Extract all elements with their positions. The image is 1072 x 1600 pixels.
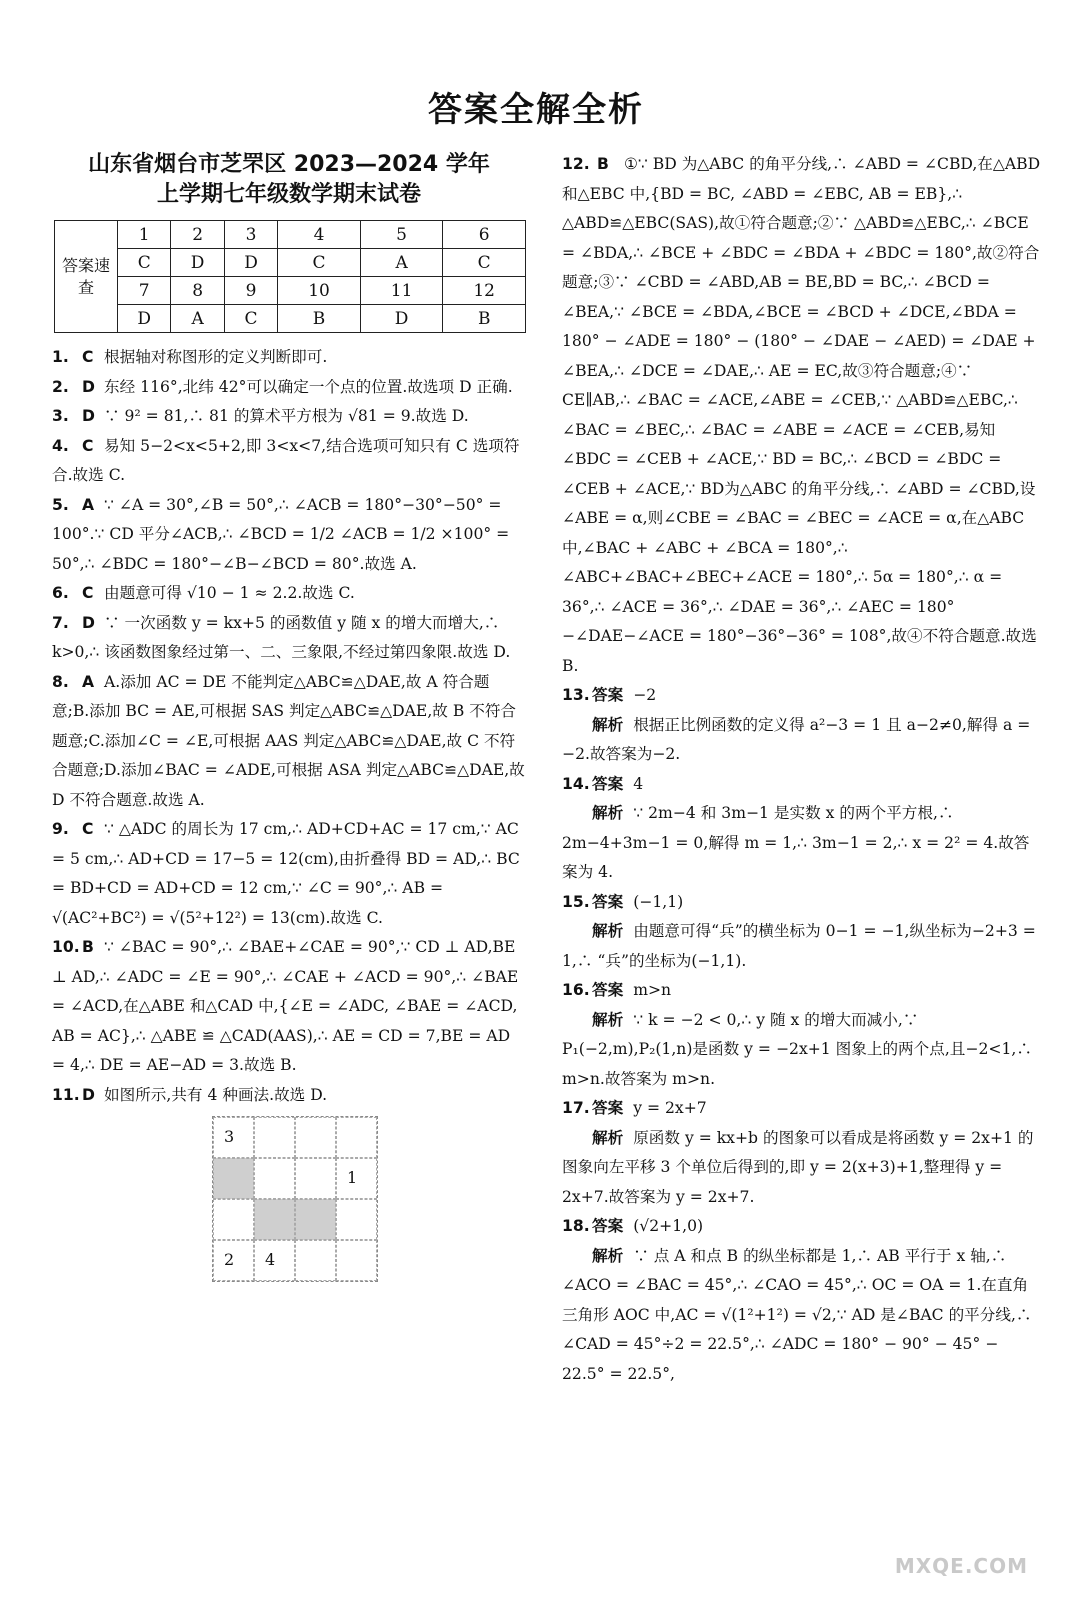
solution-item: [52, 579, 526, 609]
solution-item: [562, 1212, 1042, 1389]
answer-tag: 答案: [592, 981, 624, 999]
item-text: 东经 116°,北纬 42°可以确定一个点的位置.故选项 D 正确.: [104, 377, 513, 396]
analysis-tag: 解析: [592, 1246, 624, 1265]
exam-title-line1: 山东省烟台市芝罘区 2023—2024 学年: [88, 152, 490, 177]
item-key: B: [82, 938, 94, 956]
item-key: D: [82, 407, 95, 425]
table-cell: A: [171, 305, 224, 333]
item-number: 11.: [52, 1085, 80, 1104]
answer-value: 4: [633, 774, 644, 793]
answer-value: (√2+1,0): [633, 1217, 704, 1235]
item-number: 3.: [52, 407, 69, 425]
solution-item: [52, 668, 526, 816]
item-key: C: [82, 820, 94, 838]
table-cell: 1: [118, 221, 171, 249]
table-cell: D: [360, 305, 443, 333]
right-column: [562, 150, 1042, 1389]
page-title: 答案全解全析: [428, 90, 644, 130]
table-cell: 11: [360, 277, 443, 305]
analysis-tag: 解析: [592, 922, 624, 940]
solution-item: [562, 770, 1042, 888]
figure-label-4: 4: [265, 1250, 276, 1269]
analysis-tag: 解析: [592, 1010, 624, 1029]
grid-cell: [336, 1158, 377, 1199]
table-cell: C: [118, 249, 171, 277]
item-key: D: [82, 1085, 95, 1104]
grid-cell: [295, 1117, 336, 1158]
table-cell: 5: [360, 221, 443, 249]
item-text: 根据轴对称图形的定义判断即可.: [104, 348, 328, 366]
solution-item: [562, 681, 1042, 770]
analysis-tag: 解析: [592, 804, 624, 822]
item-text: 由题意可得 √10 − 1 ≈ 2.2.故选 C.: [104, 584, 355, 602]
table-cell: C: [224, 305, 277, 333]
solution-item: [52, 1081, 526, 1111]
item-text: ∵ ∠A = 30°,∠B = 50°,∴ ∠ACB = 180°−30°−50° = 100°.∵ CD 平分∠ACB,∴ ∠BCD = 1/2 ∠ACB = 1/2 ×100° = 50°,∴ ∠BDC = 180°−∠B−∠BCD = 80°.故选 A.: [52, 495, 510, 573]
answer-tag: 答案: [592, 1099, 624, 1117]
solution-item: [52, 933, 526, 1081]
item-number: 1.: [52, 348, 69, 366]
item-key: D: [82, 613, 95, 632]
exam-title-line2: 上学期七年级数学期末试卷: [156, 182, 421, 207]
solution-item: [52, 343, 526, 373]
item-number: 10.: [52, 938, 80, 956]
item-number: 18.: [562, 1217, 590, 1235]
grid-cell: [213, 1117, 254, 1158]
table-cell: D: [224, 249, 277, 277]
item-key: C: [82, 436, 94, 455]
answer-value: y = 2x+7: [633, 1099, 707, 1117]
solution-item: [52, 815, 526, 933]
table-cell: 3: [224, 221, 277, 249]
solution-item-12: [562, 150, 1042, 681]
item-text: ∵ 一次函数 y = kx+5 的函数值 y 随 x 的增大而增大,∴ k>0,∴ 该函数图象经过第一、二、三象限,不经过第四象限.故选 D.: [52, 613, 511, 661]
answer-tag: 答案: [592, 774, 624, 793]
grid-cell: [336, 1199, 377, 1240]
grid-cell: [213, 1240, 254, 1281]
item-text: A.添加 AC = DE 不能判定△ABC≌△DAE,故 A 符合题意;B.添加 BC = AE,可根据 SAS 判定△ABC≌△DAE,故 B 不符合题意;C.添加∠C = ∠E,可根据 AAS 判定△ABC≌△DAE,故 C 不符合题意;D.添加∠BAC = ∠ADE,可根据 ASA 判定△ABC≌△DAE,故 D 不符合题意.故选 A.: [52, 672, 525, 809]
figure-label-2: 2: [224, 1250, 235, 1269]
item-number: 15.: [562, 892, 590, 911]
item-text: ∵ △ADC 的周长为 17 cm,∴ AD+CD+AC = 17 cm,∵ AC = 5 cm,∴ AD+CD = 17−5 = 12(cm),由折叠得 BD = AD,∴ BC = BD+CD = AD+CD = 12 cm,∵ ∠C = 90°,∴ AB = √(AC²+BC²) = √(5²+12²) = 13(cm).故选 C.: [52, 820, 520, 927]
table-cell: D: [171, 249, 224, 277]
figure-label-1: 1: [347, 1168, 358, 1187]
item-number: 16.: [562, 981, 590, 999]
grid-cell-shaded: [295, 1199, 336, 1240]
analysis-text: 根据正比例函数的定义得 a²−3 = 1 且 a−2≠0,解得 a = −2.故答案为−2.: [562, 715, 1031, 763]
grid-cell: [254, 1240, 295, 1281]
item-key: A: [82, 672, 95, 691]
solution-item: [562, 976, 1042, 1094]
item-key: C: [82, 584, 94, 602]
table-cell: B: [278, 305, 361, 333]
table-cell: 6: [443, 221, 526, 249]
analysis-text: ∵ 点 A 和点 B 的纵坐标都是 1,∴ AB 平行于 x 轴,∴ ∠ACO = ∠BAC = 45°,∴ ∠CAO = 45°,∴ OC = OA = 1.在直角三角形 AOC 中,AC = √(1²+1²) = √2,∵ AD 是∠BAC 的平分线,∴ ∠CAD = 45°÷2 = 22.5°,∴ ∠ADC = 180° − 90° − 45° − 22.5° = 22.5°,: [562, 1246, 1032, 1383]
table-cell: 8: [171, 277, 224, 305]
item-number: 8.: [52, 672, 69, 691]
table-cell: C: [278, 249, 361, 277]
item-text: ∵ ∠BAC = 90°,∴ ∠BAE+∠CAE = 90°,∵ CD ⊥ AD,BE ⊥ AD,∴ ∠ADC = ∠E = 90°,∴ ∠CAE + ∠ACD = 90°,∴ ∠BAE = ∠ACD,在△ABE 和△CAD 中,{∠E = ∠ADC, ∠BAE = ∠ACD, AB = AC},∴ △ABE ≌ △CAD(AAS),∴ AE = CD = 7,BE = AD = 4,∴ DE = AE−AD = 3.故选 B.: [52, 938, 519, 1074]
answer-value: m>n: [633, 981, 672, 999]
answer-value: (−1,1): [633, 892, 684, 911]
item-number: 5.: [52, 495, 69, 514]
figure-label-3: 3: [224, 1127, 235, 1146]
right-solution-list: [562, 681, 1042, 1389]
table-cell: 2: [171, 221, 224, 249]
left-column: [52, 150, 526, 1284]
item-number: 17.: [562, 1099, 590, 1117]
grid-cell: [336, 1117, 377, 1158]
item-number: 14.: [562, 774, 590, 793]
analysis-text: 原函数 y = kx+b 的图象可以看成是将函数 y = 2x+1 的图象向左平移 3 个单位后得到的,即 y = 2(x+3)+1,整理得 y = 2x+7.故答案为 y = 2x+7.: [562, 1128, 1034, 1206]
analysis-text: ∵ 2m−4 和 3m−1 是实数 x 的两个平方根,∴ 2m−4+3m−1 = 0,解得 m = 1,∴ 3m−1 = 2,∴ x = 2² = 4.故答案为 4.: [562, 804, 1030, 881]
left-solution-list: [52, 343, 526, 1110]
grid-cell: [213, 1199, 254, 1240]
grid-cell: [254, 1117, 295, 1158]
grid-cell-shaded: [213, 1158, 254, 1199]
grid-cell: [254, 1158, 295, 1199]
solution-item: [52, 373, 526, 403]
answer-value: −2: [633, 686, 657, 704]
item-text: ①∵ BD 为△ABC 的角平分线,∴ ∠ABD = ∠CBD,在△ABD 和△EBC 中,{BD = BC, ∠ABD = ∠EBC, AB = EB},∴ △ABD≌△EBC(SAS),故①符合题意;②∵ △ABD≌△EBC,∴ ∠BCE = ∠BDA,∴ ∠BCE + ∠BDC = ∠BDA + ∠BDC = 180°,故②符合题意;③∵ ∠CBD = ∠ABD,AB = BE,BD = BC,∴ ∠BCD = ∠BEA,∵ ∠BCE = ∠BDA,∠BCE = ∠BCD + ∠DCE,∠BDA = 180° − ∠ADE = 180° − (180° − ∠DAE − ∠AED) = ∠DAE + ∠BEA,∴ ∠DCE = ∠DAE,∴ AE = EC,故③符合题意;④∵ CE∥AB,∴ ∠BAC = ∠ACE,∠ABE = ∠CEB,∵ △ABD≌△EBC,∴ ∠BAC = ∠BEC,∴ ∠BAC = ∠ABE = ∠ACE = ∠CEB,易知∠BDC = ∠CEB + ∠ACE,∵ BD = BC,∴ ∠BCD = ∠BDC = ∠CEB + ∠ACE,∵ BD为△ABC 的角平分线,∴ ∠ABD = ∠CBD,设∠ABE = α,则∠CBE = ∠BAC = ∠BEC = ∠ACE = α,在△ABC 中,∠BAC + ∠ABC + ∠BCA = 180°,∴ ∠ABC+∠BAC+∠BEC+∠ACE = 180°,∴ 5α = 180°,∴ α = 36°,∴ ∠ACE = 36°,∴ ∠DAE = 36°,∴ ∠AEC = 180°−∠DAE−∠ACE = 180°−36°−36° = 108°,故④不符合题意.故选 B.: [562, 155, 1041, 675]
solution-item: [562, 1094, 1042, 1212]
solution-item: [52, 432, 526, 491]
item-key: D: [82, 377, 95, 396]
answer-table: [54, 220, 526, 333]
table-cell: A: [360, 249, 443, 277]
item-number: 2.: [52, 377, 69, 396]
answer-table-label: 答案速查: [55, 221, 118, 333]
table-cell: 7: [118, 277, 171, 305]
item-text: 易知 5−2<x<5+2,即 3<x<7,结合选项可知只有 C 选项符合.故选 C.: [52, 436, 520, 484]
table-cell: 12: [443, 277, 526, 305]
item-number: 7.: [52, 613, 69, 632]
answer-tag: 答案: [592, 1217, 624, 1235]
analysis-text: ∵ k = −2 < 0,∴ y 随 x 的增大而减小,∵ P₁(−2,m),P₂(1,n)是函数 y = −2x+1 图象上的两个点,且−2<1,∴ m>n.故答案为 m>n.: [562, 1010, 1032, 1088]
item-text: 如图所示,共有 4 种画法.故选 D.: [104, 1085, 328, 1104]
table-cell: 4: [278, 221, 361, 249]
analysis-tag: 解析: [592, 1128, 624, 1147]
item-key: A: [82, 495, 95, 514]
grid-cell: [336, 1240, 377, 1281]
table-cell: B: [443, 305, 526, 333]
table-cell: C: [443, 249, 526, 277]
item-number: 9.: [52, 820, 69, 838]
table-cell: D: [118, 305, 171, 333]
grid-cell-shaded: [254, 1199, 295, 1240]
item-number: 13.: [562, 686, 590, 704]
grid: [212, 1116, 378, 1282]
watermark: MXQE.COM: [894, 1554, 1028, 1578]
analysis-text: 由题意可得“兵”的横坐标为 0−1 = −1,纵坐标为−2+3 = 1,∴ “兵”的坐标为(−1,1).: [562, 922, 1036, 970]
item-key: B: [596, 155, 609, 173]
solution-item: [562, 888, 1042, 977]
table-cell: 9: [224, 277, 277, 305]
item-number: 12.: [562, 155, 590, 173]
analysis-tag: 解析: [592, 715, 624, 734]
grid-figure: [212, 1116, 376, 1280]
item-key: C: [82, 348, 94, 366]
answer-tag: 答案: [592, 686, 624, 704]
grid-cell: [295, 1240, 336, 1281]
grid-cell: [295, 1158, 336, 1199]
solution-item: [52, 609, 526, 668]
answer-tag: 答案: [592, 892, 624, 911]
solution-item: [52, 491, 526, 580]
table-cell: 10: [278, 277, 361, 305]
solution-item: [52, 402, 526, 432]
item-number: 4.: [52, 436, 69, 455]
item-number: 6.: [52, 584, 69, 602]
item-text: ∵ 9² = 81,∴ 81 的算术平方根为 √81 = 9.故选 D.: [104, 407, 469, 425]
